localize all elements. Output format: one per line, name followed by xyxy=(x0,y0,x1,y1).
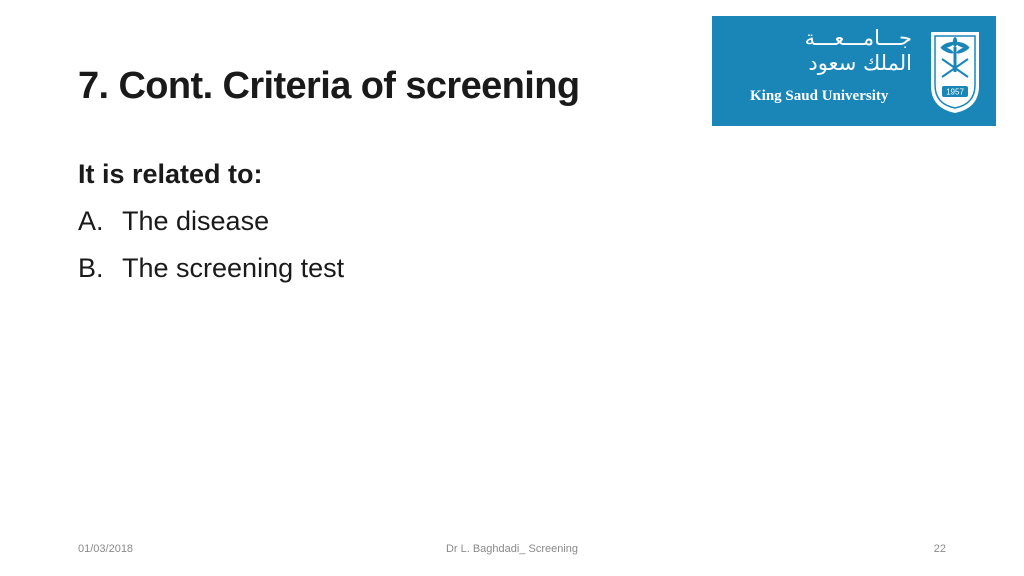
palm-swords-emblem-icon xyxy=(928,28,982,114)
slide-body xyxy=(78,154,344,295)
logo-year: 1957 xyxy=(946,87,964,97)
logo-arabic-text xyxy=(752,26,912,76)
list-item-text: The screening test xyxy=(122,253,345,283)
list-item-text: The disease xyxy=(122,206,270,236)
list-marker: B. xyxy=(78,253,104,283)
logo-english-name: King Saud University xyxy=(750,88,889,104)
footer-presenter: Dr L. Baghdadi_ Screening xyxy=(445,543,579,555)
list-item-a xyxy=(78,201,344,241)
list-marker: A. xyxy=(78,206,104,236)
list-item-b xyxy=(78,248,344,288)
logo-arabic-line-1: جـــامـــعـــة xyxy=(804,26,912,50)
slide-title: 7. Cont. Criteria of screening xyxy=(78,65,580,107)
logo-arabic-line-2: الملك سعود xyxy=(808,51,912,75)
university-logo xyxy=(712,16,996,126)
slide-number: 22 xyxy=(933,543,946,555)
lead-text: It is related to: xyxy=(78,159,263,189)
footer-date: 01/03/2018 xyxy=(78,543,134,555)
